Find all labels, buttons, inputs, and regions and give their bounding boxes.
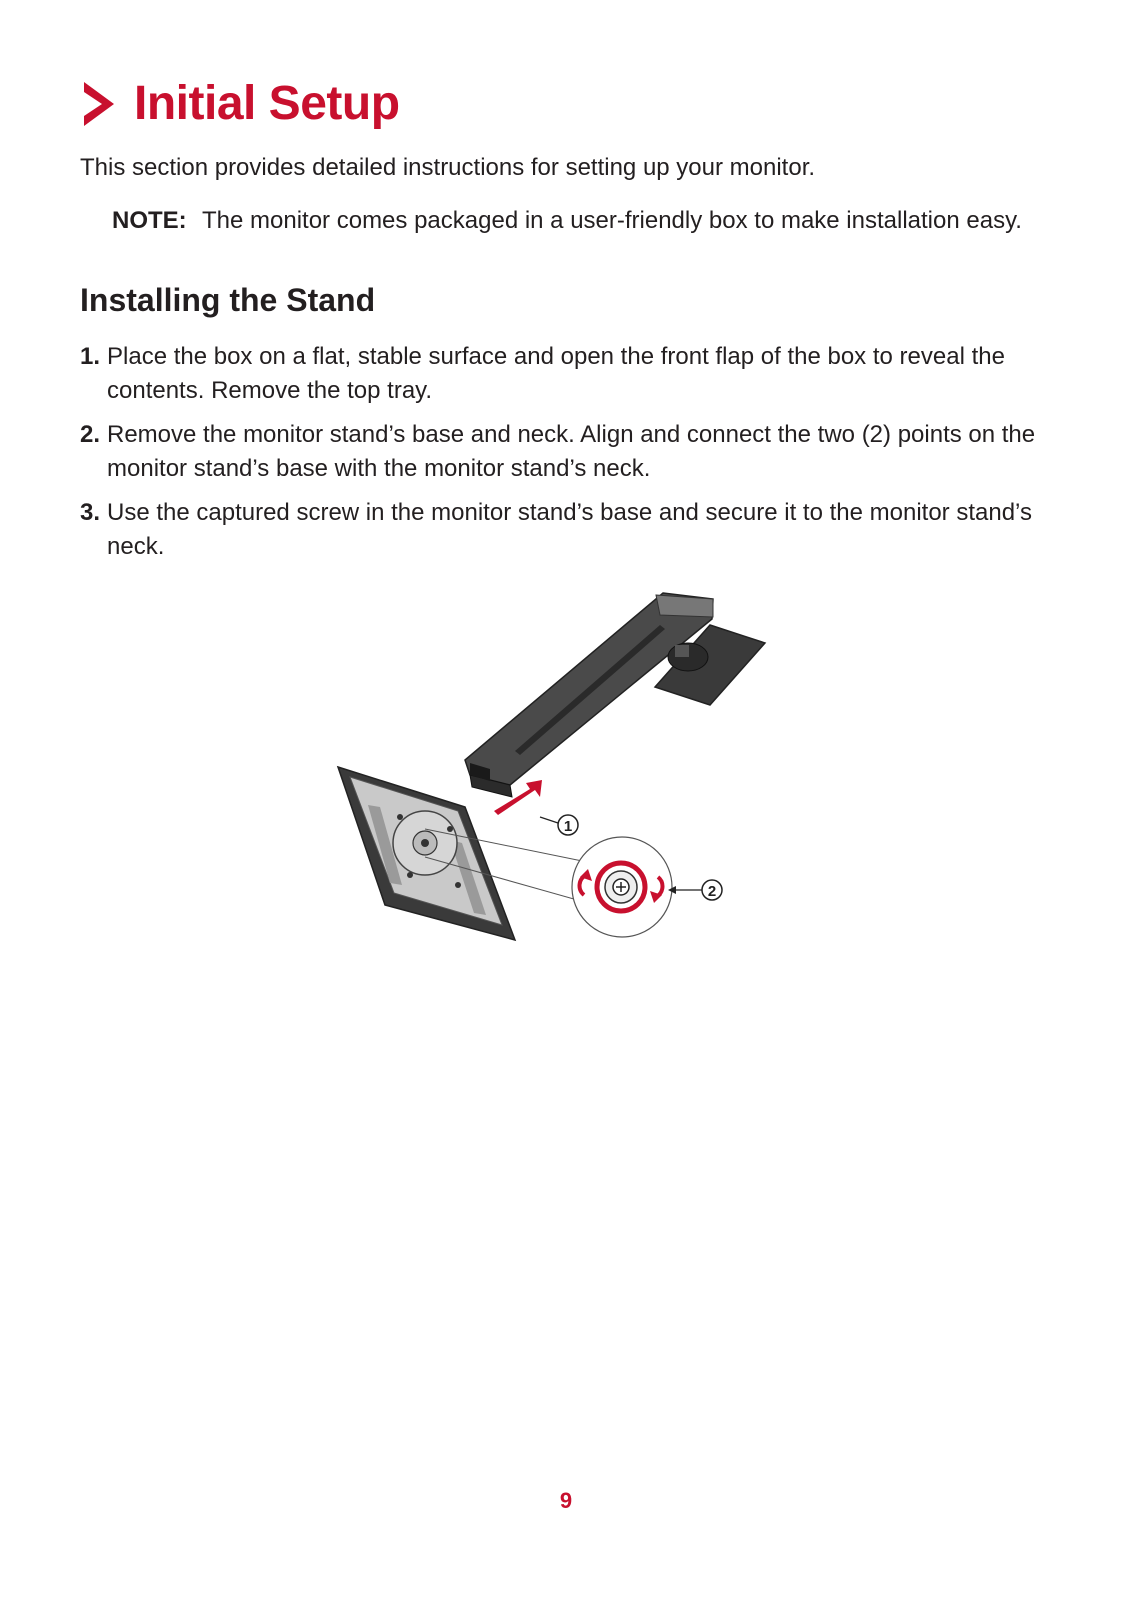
step-number: 1. [80, 343, 101, 370]
note-block [112, 204, 1032, 238]
stand-base-drawing [338, 767, 515, 940]
stand-neck-drawing [465, 593, 765, 797]
intro-text: This section provides detailed instructions for setting up your monitor. [80, 154, 816, 181]
page-title: Initial Setup [134, 77, 400, 130]
step-item [80, 496, 1040, 564]
stand-installation-illustration [330, 585, 780, 945]
callout-1-label: 1 [563, 818, 573, 835]
page-header [80, 76, 400, 132]
section-heading: Installing the Stand [80, 282, 376, 318]
callout-2-label: 2 [707, 883, 717, 900]
step-item [80, 418, 1040, 486]
note-text: The monitor comes packaged in a user-friendly box to make installation easy. [202, 207, 1022, 234]
callout-1-leader [540, 817, 558, 823]
step-number: 3. [80, 499, 101, 526]
chevron-right-icon [80, 80, 118, 128]
step-number: 2. [80, 421, 101, 448]
step-text: Remove the monitor stand’s base and neck. Align and connect the two (2) points on the monitor stand’s base with the monitor stand’s neck. [107, 421, 1036, 482]
step-text: Use the captured screw in the monitor stand’s base and secure it to the monitor stand’s neck. [107, 499, 1032, 560]
page-number: 9 [559, 1488, 573, 1513]
screw-detail-drawing [572, 837, 672, 937]
steps-list [80, 340, 1040, 574]
note-label: NOTE: [112, 207, 187, 234]
step-text: Place the box on a flat, stable surface and open the front flap of the box to reveal the contents. Remove the top tray. [107, 343, 1005, 404]
step-item [80, 340, 1040, 408]
